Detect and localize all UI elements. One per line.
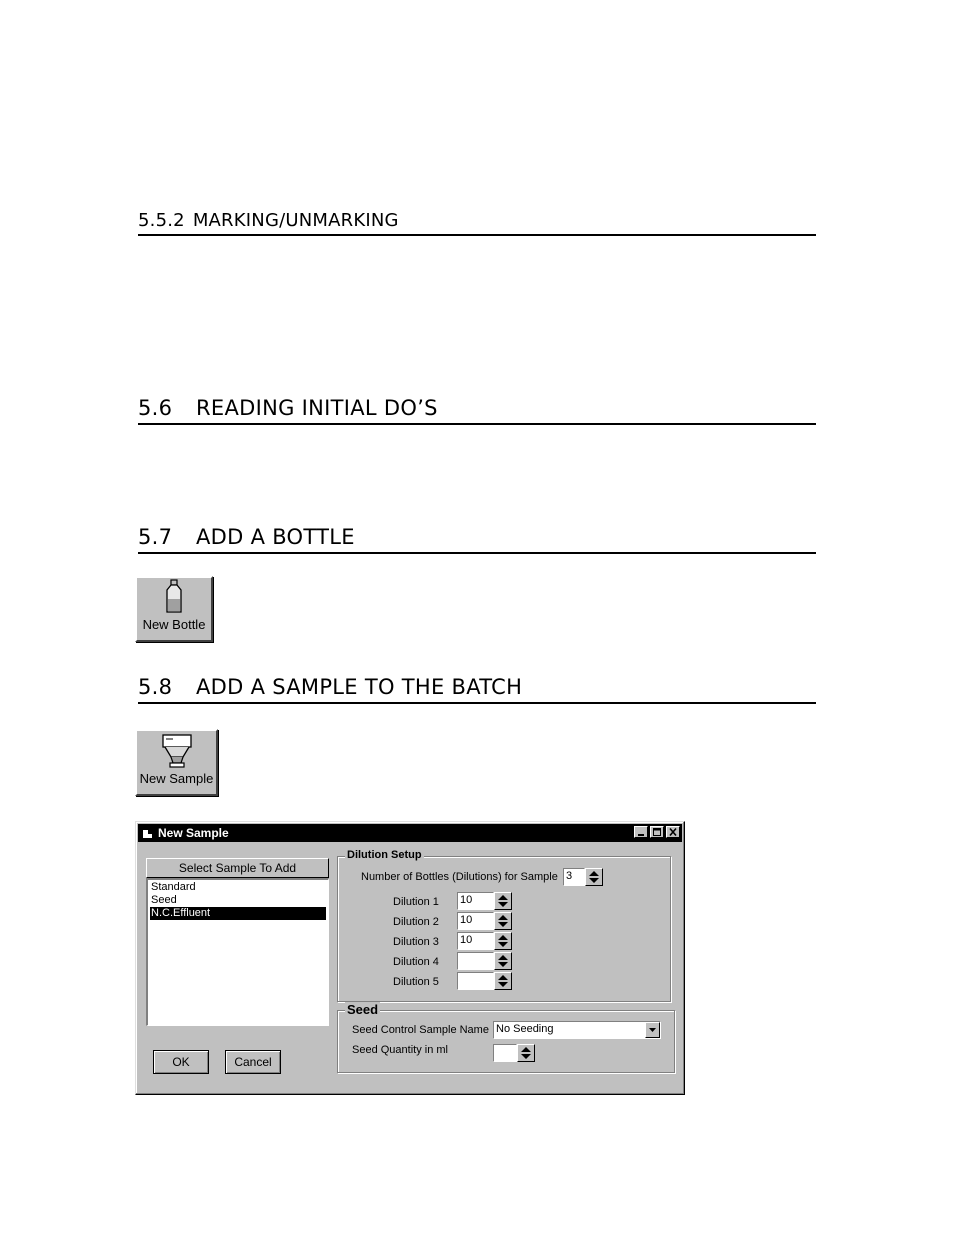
heading-add-sample-to-batch: [138, 675, 816, 704]
sample-listbox[interactable]: [146, 878, 329, 1026]
maximize-icon: [651, 827, 663, 837]
dilution-2-input[interactable]: 10: [457, 912, 494, 930]
new-sample-button[interactable]: [135, 729, 218, 796]
list-item-selected[interactable]: N.C.Effluent: [150, 907, 326, 920]
dilution-5-input[interactable]: [457, 972, 494, 990]
section-number: 5.7: [138, 525, 173, 549]
spinner-arrows-icon: [496, 934, 510, 948]
dilution-4-label: Dilution 4: [393, 956, 439, 968]
bottle-icon: [163, 579, 185, 615]
sample-beaker-icon: [161, 733, 193, 769]
heading-marking-unmarking: [138, 210, 816, 236]
new-sample-dialog: [135, 821, 685, 1095]
new-bottle-label: New Bottle: [142, 617, 206, 632]
section-title: ADD A BOTTLE: [196, 525, 355, 549]
close-icon: [667, 827, 679, 837]
spinner-arrows-icon: [519, 1046, 533, 1060]
app-icon: [142, 828, 153, 839]
cancel-button[interactable]: Cancel: [225, 1050, 281, 1074]
section-number: 5.5.2: [138, 210, 185, 231]
dilution-1-input[interactable]: 10: [457, 892, 494, 910]
seed-control-label: Seed Control Sample Name: [352, 1024, 489, 1036]
dilution-setup-legend: Dilution Setup: [347, 849, 422, 861]
dilution-4-spinner[interactable]: [494, 952, 512, 970]
section-title: READING INITIAL DO’S: [196, 396, 438, 420]
list-item[interactable]: Seed: [151, 894, 177, 906]
seed-quantity-spinner[interactable]: [517, 1044, 535, 1062]
spinner-arrows-icon: [496, 914, 510, 928]
section-number: 5.8: [138, 675, 173, 699]
section-title: ADD A SAMPLE TO THE BATCH: [196, 675, 523, 699]
heading-add-a-bottle: [138, 525, 816, 554]
bottles-count-label: Number of Bottles (Dilutions) for Sample: [361, 871, 558, 883]
dilution-2-spinner[interactable]: [494, 912, 512, 930]
section-title: MARKING/UNMARKING: [192, 210, 399, 231]
section-number: 5.6: [138, 396, 173, 420]
dilution-1-label: Dilution 1: [393, 896, 439, 908]
seed-quantity-label: Seed Quantity in ml: [352, 1044, 448, 1056]
bottles-count-input[interactable]: 3: [563, 868, 585, 886]
seed-control-select[interactable]: [493, 1021, 661, 1039]
seed-quantity-input[interactable]: [493, 1044, 517, 1062]
dilution-3-input[interactable]: 10: [457, 932, 494, 950]
new-bottle-button[interactable]: [135, 576, 213, 642]
seed-legend: Seed: [347, 1002, 379, 1017]
chevron-down-icon: [646, 1023, 659, 1037]
list-item[interactable]: Standard: [151, 881, 196, 893]
minimize-icon: [635, 827, 647, 837]
sample-list-header: Select Sample To Add: [146, 858, 329, 878]
dilution-2-label: Dilution 2: [393, 916, 439, 928]
dilution-4-input[interactable]: [457, 952, 494, 970]
spinner-arrows-icon: [496, 954, 510, 968]
seed-group: [337, 1002, 675, 1073]
dilution-5-spinner[interactable]: [494, 972, 512, 990]
spinner-arrows-icon: [496, 974, 510, 988]
dialog-title-bar[interactable]: [138, 824, 682, 842]
spinner-arrows-icon: [587, 870, 601, 884]
dilution-3-label: Dilution 3: [393, 936, 439, 948]
spinner-arrows-icon: [496, 894, 510, 908]
ok-button[interactable]: OK: [153, 1050, 209, 1074]
dilution-1-spinner[interactable]: [494, 892, 512, 910]
dilution-5-label: Dilution 5: [393, 976, 439, 988]
dilution-3-spinner[interactable]: [494, 932, 512, 950]
close-button[interactable]: [666, 826, 680, 838]
heading-reading-initial-dos: [138, 396, 816, 425]
dropdown-button[interactable]: [645, 1022, 660, 1038]
dilution-setup-group: [337, 849, 671, 1002]
bottles-count-spinner[interactable]: [585, 868, 603, 886]
seed-control-value: No Seeding: [496, 1023, 554, 1035]
minimize-button[interactable]: [634, 826, 648, 838]
maximize-button[interactable]: [650, 826, 664, 838]
dialog-title: New Sample: [158, 826, 229, 840]
new-sample-label: New Sample: [139, 771, 214, 786]
